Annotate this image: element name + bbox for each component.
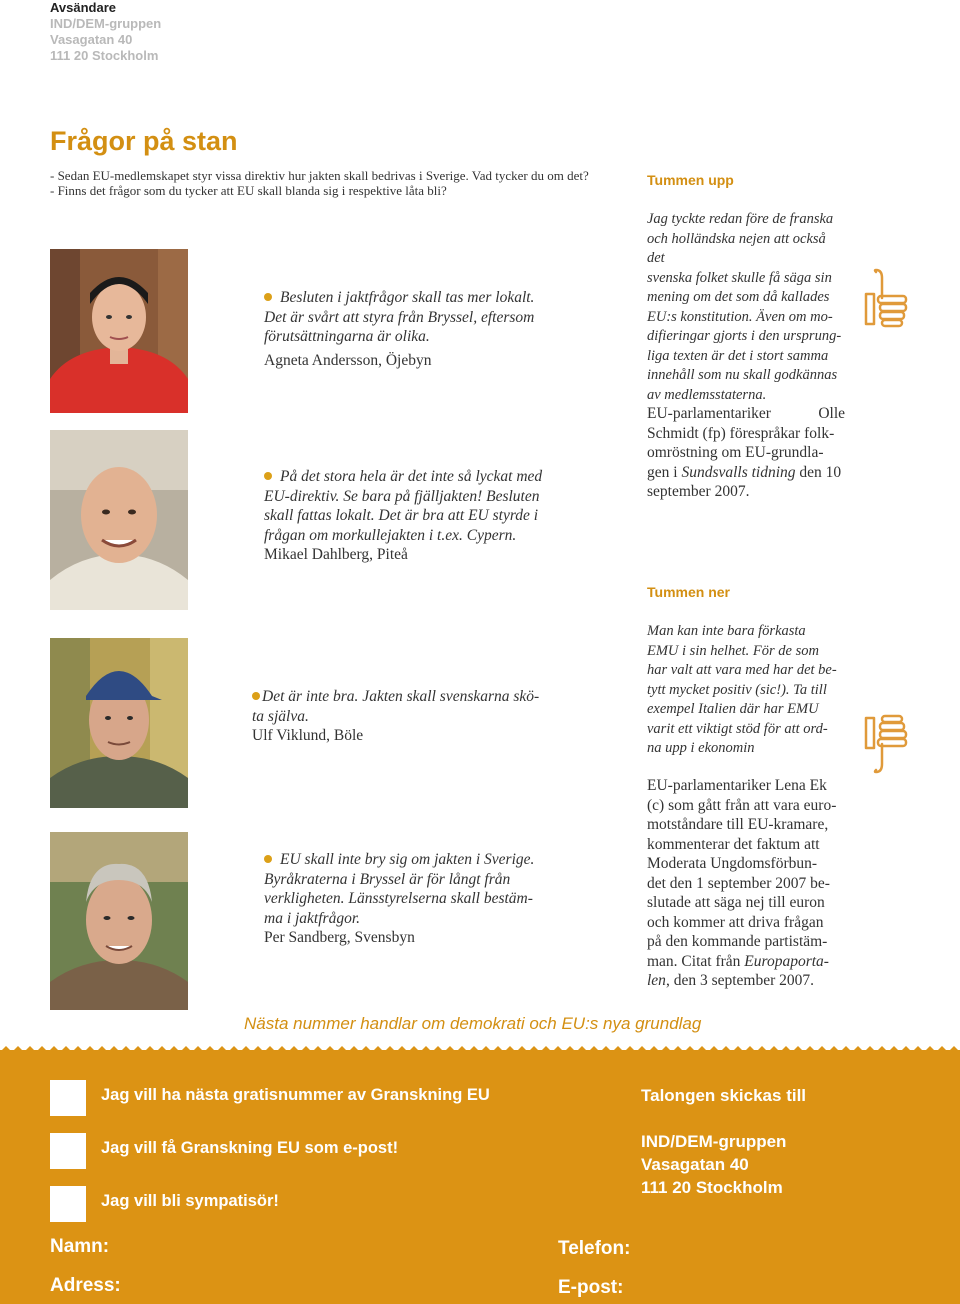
thumbs-up-heading: Tummen upp [647,172,734,188]
option-free-issue-label: Jag vill ha nästa gratisnummer av Granskning EU [101,1086,490,1104]
address-field-label: Adress: [50,1275,121,1296]
intro-text [50,168,610,198]
quote-agneta [264,288,584,370]
send-to-label: Talongen skickas till [641,1086,807,1105]
option-sympathizer-label: Jag vill bli sympatisör! [101,1192,279,1210]
quote-line: Det är inte bra. Jakten skall svenskarna skö- [262,688,540,705]
quote-line: På det stora hela är det inte så lyckat med [280,468,543,485]
quote-line: ta själva. [252,707,309,725]
option-email-label: Jag vill få Granskning EU som e-post! [101,1139,399,1157]
checkbox-sympathizer[interactable] [50,1186,86,1222]
quote-line: frågan om morkullejakten i t.ex. Cypern. [264,526,517,544]
page-title: Frågor på stan [50,126,238,156]
sender-block [50,0,161,64]
order-form [0,1050,960,1304]
quote-author: Mikael Dahlberg, Piteå [264,546,408,563]
quote-line: EU-direktiv. Se bara på fjälljakten! Besluten [264,487,540,505]
quote-line: Besluten i jaktfrågor skall tas mer lokalt. [280,289,535,306]
return-address: IND/DEM-gruppen Vasagatan 40 111 20 Stockholm [641,1132,787,1197]
sender-street: Vasagatan 40 [50,32,133,47]
bullet-icon [252,692,260,700]
bullet-icon [264,293,272,301]
sender-city: 111 20 Stockholm [50,48,159,63]
bullet-icon [264,855,272,863]
next-issue-text: Nästa nummer handlar om demokrati och EU:s nya grundlag [244,1014,702,1033]
photo-agneta [50,249,188,413]
photo-mikael [50,430,188,610]
thumbs-up-quote: Jag tyckte redan före de franska och holländska nejen att också det svenska folket skulle få säga sin mening om det som då kallades EU:s konstitution. Även om mo- difieringar gjorts i den ursprung- liga texten är det i stort samma innehåll som nu skall godkännas av medlemsstaterna. [647,211,842,403]
quote-line: EU skall inte bry sig om jakten i Sverige. [280,851,535,868]
sender-label: Avsändare [50,0,116,15]
zigzag-edge [0,1044,960,1052]
intro-line: - Finns det frågor som du tycker att EU skall blanda sig i respektive låta bli? [50,183,447,198]
name-field-label: Namn: [50,1236,110,1257]
checkbox-free-issue[interactable] [50,1080,86,1116]
thumbs-down-quote: Man kan inte bara förkasta EMU i sin helhet. För de som har valt att vara med har det be- tytt mycket positiv (sic!). Ta till exempel Italien där har EMU varit ett viktigt stöd för att ord- na upp i ekonomin [647,623,837,756]
quote-mikael [264,467,584,565]
thumbs-down-heading: Tummen ner [647,584,730,600]
intro-line: - Sedan EU-medlemskapet styr vissa direktiv hur jakten skall bedrivas i Sverige. Vad tycker du om det? [50,168,589,183]
quote-line: Byråkraterna i Bryssel är för långt från [264,870,511,888]
quote-line: verkligheten. Länsstyrelserna skall bestäm- [264,890,533,907]
photo-ulf [50,638,188,808]
email-field-label: E-post: [558,1277,624,1298]
quote-line: förutsättningarna är olika. [264,328,430,345]
photo-per [50,832,188,1010]
checkbox-email[interactable] [50,1133,86,1169]
thumbs-up-attribution: EU-parlamentariker Olle Schmidt (fp) förespråkar folk- omröstning om EU-grundla- gen i Sundsvalls tidning den 10 september 2007. [647,405,845,500]
quote-line: skall fattas lokalt. Det är bra att EU styrde i [264,507,539,524]
thumbs-up-icon [862,268,912,334]
phone-field-label: Telefon: [558,1238,631,1259]
quote-line: ma i jaktfrågor. [264,909,361,927]
sender-org: IND/DEM-gruppen [50,16,162,31]
quote-author: Agneta Andersson, Öjebyn [264,351,432,369]
quote-author: Per Sandberg, Svensbyn [264,929,415,946]
quote-ulf [252,687,572,746]
quote-author: Ulf Viklund, Böle [252,727,364,744]
thumbs-down-icon [862,712,912,778]
thumbs-down-attribution: EU-parlamentariker Lena Ek (c) som gått från att vara euro- motståndare till EU-kramare, kommenterar det faktum att Moderata Ungdomsförbun- det den 1 september 2007 be- slutade att säga nej till euron och kommer att driva frågan på den kommande partistäm- man. Citat från Europaporta- len, den 3 september 2007. [647,777,837,989]
quote-per [264,850,584,948]
bullet-icon [264,472,272,480]
quote-line: Det är svårt att styra från Bryssel, eftersom [264,308,535,326]
